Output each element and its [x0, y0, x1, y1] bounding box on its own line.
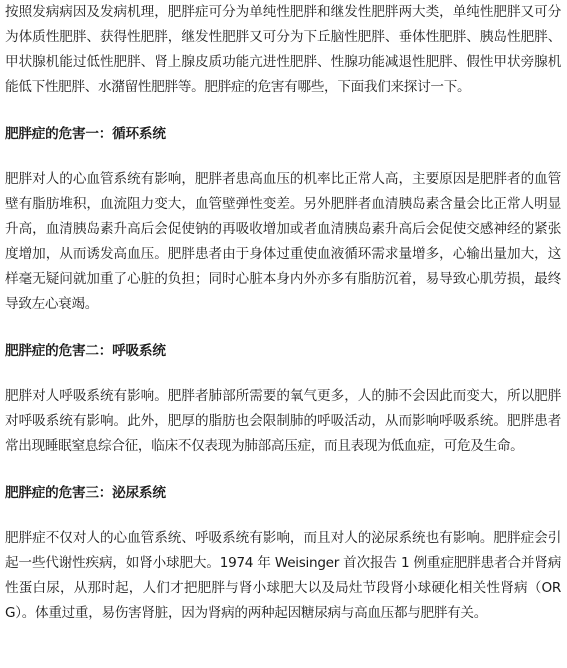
spacer — [5, 506, 561, 526]
intro-paragraph: 按照发病病因及发病机理，肥胖症可分为单纯性肥胖和继发性肥胖两大类，单纯性肥胖又可分为体质性肥胖、获得性肥胖，继发性肥胖又可分为下丘脑性肥胖、垂体性肥胖、胰岛性肥胖、甲状腺机能过低性肥胖、肾上腺皮质功能亢进性肥胖、性腺功能减退性肥胖、假性甲状旁腺机能低下性肥胖、水潴留性肥胖等。肥胖症的危害有哪些，下面我们来探讨一下。 — [5, 4, 561, 95]
section-body-urinary: 肥胖症不仅对人的心血管系统、呼吸系统有影响，而且对人的泌尿系统也有影响。肥胖症会引起一些代谢性疾病，如肾小球肥大。1974 年 Weisinger 首次报告 1 例重症肥胖患者合并肾病性蛋白尿，从那时起，人们才把肥胖与肾小球肥大以及局灶节段肾小球硬化相关性肾病（ORG）。体重过重，易伤害肾脏，因为肾病的两种起因糖尿病与高血压都与肥胖有关。 — [5, 530, 561, 621]
section-heading-circulatory: 肥胖症的危害一：循环系统 — [5, 126, 166, 142]
section-body-circulatory: 肥胖对人的心血管系统有影响，肥胖者患高血压的机率比正常人高，主要原因是肥胖者的血管壁有脂肪堆积，血流阻力变大，血管壁弹性变差。另外肥胖者血清胰岛素含量会比正常人明显升高，血清胰岛素升高后会促使钠的再吸收增加或者血清胰岛素升高后会促使交感神经的紧张度增加，从而诱发高血压。肥胖患者由于身体过重使血液循环需求量增多，心输出量加大，这样毫无疑问就加重了心脏的负担；同时心脏本身内外亦多有脂肪沉着，易导致心肌劳损，最终导致左心衰竭。 — [5, 171, 561, 312]
section-body-respiratory: 肥胖对人呼吸系统有影响。肥胖者肺部所需要的氧气更多，人的肺不会因此而变大，所以肥胖对呼吸系统有影响。此外，肥厚的脂肪也会限制肺的呼吸活动，从而影响呼吸系统。肥胖患者常出现睡眠窒息综合征，临床不仅表现为肺部高压症，而且表现为低血症，可危及生命。 — [5, 388, 561, 454]
spacer — [5, 459, 561, 481]
spacer — [5, 147, 561, 167]
spacer — [5, 317, 561, 339]
spacer — [5, 364, 561, 384]
section-heading-respiratory: 肥胖症的危害二：呼吸系统 — [5, 343, 166, 359]
section-heading-urinary: 肥胖症的危害三：泌尿系统 — [5, 485, 166, 501]
spacer — [5, 100, 561, 122]
